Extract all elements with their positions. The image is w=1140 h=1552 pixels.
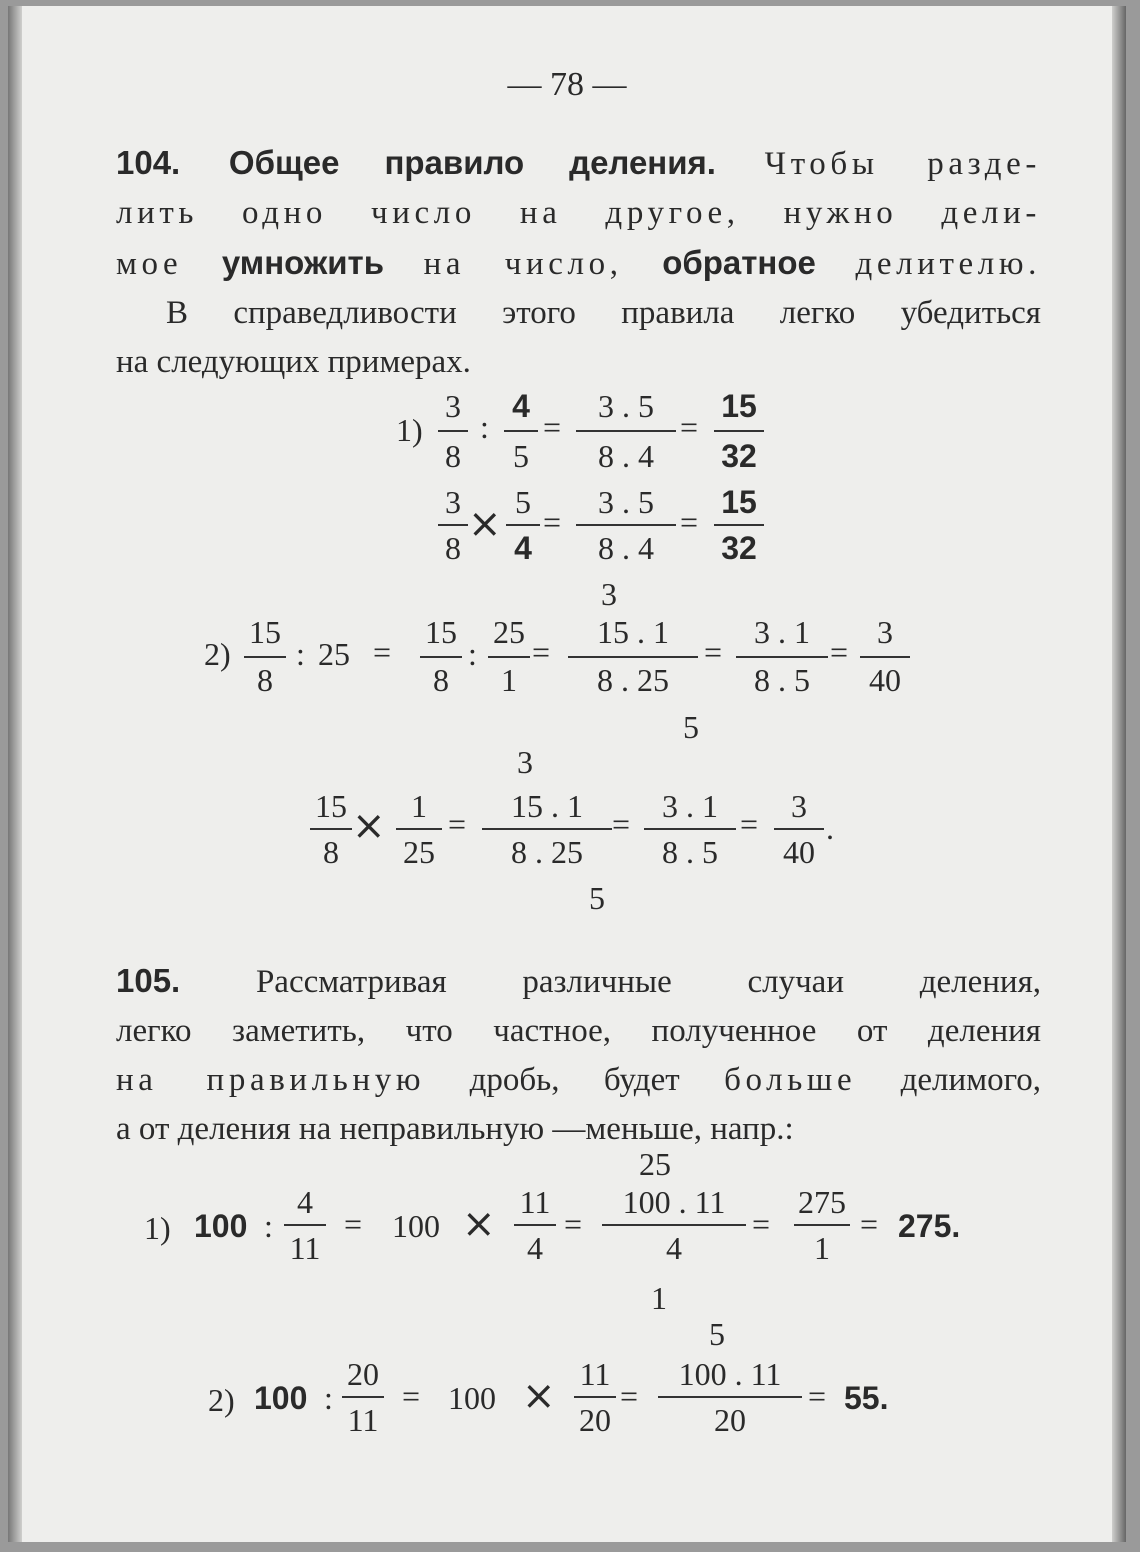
cancellation-quotient: 3 (517, 744, 533, 780)
fraction-denominator: 8 (257, 662, 273, 698)
section-105-line-1 (116, 956, 1041, 1007)
fraction-numerator: 275 (798, 1184, 846, 1220)
fraction-denominator: 8 (445, 438, 461, 474)
fraction-denominator: 8 (445, 530, 461, 566)
fraction-bar (714, 524, 764, 526)
spaced-text: больше (724, 1062, 857, 1098)
fraction-bar (420, 656, 462, 658)
text-fragment: на число, (423, 246, 623, 282)
multiplication-sign: × (462, 1201, 496, 1247)
dividend: 100 (448, 1380, 496, 1416)
fraction-denominator: 20 (714, 1402, 746, 1438)
cancellation-quotient: 5 (589, 880, 605, 916)
fraction-denominator: 40 (783, 834, 815, 870)
fraction-numerator: 15 . 1 (597, 614, 669, 650)
division-sign: : (264, 1208, 273, 1244)
equals-sign: = (620, 1378, 639, 1414)
fraction-bar (658, 1396, 802, 1398)
fraction-numerator: 25 (493, 614, 525, 650)
spaced-text: на правильную (116, 1062, 426, 1098)
fraction-bar (506, 524, 540, 526)
book-page (8, 6, 1126, 1542)
fraction-denominator: 8 . 25 (511, 834, 583, 870)
equals-sign: = (740, 806, 759, 842)
cancellation-quotient: 5 (709, 1316, 725, 1352)
emphasis-multiply: умножить (221, 244, 385, 281)
fraction-numerator: 1 (411, 788, 427, 824)
fraction-bar (860, 656, 910, 658)
equals-sign: = (448, 806, 467, 842)
section-105-line-3 (116, 1056, 1041, 1105)
section-104-line-2: лить одно число на другое, нужно дели- (116, 195, 1041, 231)
dividend: 100 (194, 1208, 248, 1244)
fraction-bar (310, 828, 352, 830)
text-fragment: мое (116, 246, 183, 282)
fraction-numerator: 3 . 5 (598, 484, 654, 520)
text-fragment: делимого, (900, 1062, 1042, 1098)
fraction-numerator: 3 (445, 388, 461, 424)
fraction-denominator: 8 (433, 662, 449, 698)
fraction-numerator: 15 (315, 788, 347, 824)
fraction-numerator: 15 (721, 388, 757, 424)
multiplication-sign: × (468, 501, 502, 547)
fraction-bar (736, 656, 828, 658)
fraction-denominator: 4 (514, 530, 532, 566)
fraction-denominator: 32 (721, 438, 757, 474)
fraction-bar (438, 430, 468, 432)
emphasis-reciprocal: обратное (662, 244, 816, 281)
fraction-bar (504, 430, 538, 432)
fraction-denominator: 8 (323, 834, 339, 870)
fraction-numerator: 3 . 5 (598, 388, 654, 424)
section-104-title: Общее правило деления. (228, 144, 716, 181)
equals-sign: = (373, 634, 392, 670)
fraction-bar (244, 656, 286, 658)
fraction-numerator: 11 (519, 1184, 551, 1220)
division-sign: : (324, 1380, 333, 1416)
equals-sign: = (612, 806, 631, 842)
fraction-denominator: 11 (289, 1230, 321, 1266)
equals-sign: = (564, 1206, 583, 1242)
multiplication-sign: × (522, 1373, 556, 1419)
fraction-numerator: 3 . 1 (662, 788, 718, 824)
section-105 (116, 956, 1041, 1154)
integer-divisor: 25 (318, 636, 350, 672)
fraction-denominator: 8 . 25 (597, 662, 669, 698)
section-104-para-2-line-2: на следующих примерах. (116, 344, 471, 380)
fraction-bar (568, 656, 698, 658)
section-104-line-1-tail: Чтобы разде- (764, 146, 1042, 182)
fraction-numerator: 3 (791, 788, 807, 824)
section-104-number: 104. (116, 144, 181, 181)
fraction-numerator: 15 . 1 (511, 788, 583, 824)
fraction-numerator: 4 (512, 388, 530, 424)
section-105-line-4: а от деления на неправильную —меньше, напр.: (116, 1111, 794, 1147)
fraction-numerator: 15 (249, 614, 281, 650)
fraction-numerator: 100 . 11 (622, 1184, 726, 1220)
division-sign: : (296, 636, 305, 672)
fraction-numerator: 5 (515, 484, 531, 520)
fraction-bar (438, 524, 468, 526)
result: 275. (898, 1208, 961, 1244)
equals-sign: = (752, 1206, 771, 1242)
cancellation-quotient: 5 (683, 709, 699, 745)
fraction-numerator: 11 (579, 1356, 611, 1392)
fraction-denominator: 40 (869, 662, 901, 698)
fraction-denominator: 8 . 5 (754, 662, 810, 698)
fraction-denominator: 1 (814, 1230, 830, 1266)
section-104-para-2-line-1: В справедливости этого правила легко убедиться (166, 295, 1041, 331)
cancellation-quotient: 1 (651, 1280, 667, 1316)
cancellation-quotient: 25 (639, 1146, 671, 1182)
equals-sign: = (808, 1378, 827, 1414)
fraction-denominator: 8 . 5 (662, 834, 718, 870)
fraction-bar (482, 828, 612, 830)
section-104-line-3 (116, 238, 1041, 289)
fraction-bar (576, 430, 676, 432)
fraction-bar (514, 1224, 556, 1226)
fraction-numerator: 3 (877, 614, 893, 650)
page-left-edge (8, 6, 22, 1542)
fraction-bar (574, 1396, 616, 1398)
example-label: 2) (204, 636, 231, 672)
fraction-bar (602, 1224, 746, 1226)
fraction-numerator: 3 (445, 484, 461, 520)
section-104-line-1 (116, 138, 1041, 189)
equals-sign: = (680, 504, 699, 540)
fraction-numerator: 3 . 1 (754, 614, 810, 650)
fraction-bar (644, 828, 736, 830)
fraction-numerator: 15 (721, 484, 757, 520)
equals-sign: = (704, 634, 723, 670)
equals-sign: = (680, 409, 699, 445)
equals-sign: = (860, 1206, 879, 1242)
fraction-denominator: 5 (513, 438, 529, 474)
division-sign: : (468, 636, 477, 672)
example-label: 2) (208, 1382, 235, 1418)
fraction-bar (794, 1224, 850, 1226)
fraction-denominator: 4 (527, 1230, 543, 1266)
section-104 (116, 138, 1041, 387)
section-105-number: 105. (116, 962, 181, 999)
fraction-bar (284, 1224, 326, 1226)
equals-sign: = (532, 634, 551, 670)
fraction-numerator: 15 (425, 614, 457, 650)
fraction-denominator: 8 . 4 (598, 438, 654, 474)
fraction-bar (714, 430, 764, 432)
fraction-bar (396, 828, 442, 830)
fraction-bar (488, 656, 530, 658)
text-fragment: делителю. (855, 246, 1042, 282)
text-fragment: Рассматривая различные случаи деления, (255, 964, 1042, 1000)
cancellation-quotient: 3 (601, 576, 617, 612)
page-number: — 78 — (507, 66, 627, 103)
period: . (826, 810, 834, 846)
fraction-denominator: 32 (721, 530, 757, 566)
page-right-edge (1112, 6, 1126, 1542)
dividend: 100 (392, 1208, 440, 1244)
multiplication-sign: × (352, 803, 386, 849)
fraction-bar (342, 1396, 384, 1398)
fraction-denominator: 8 . 4 (598, 530, 654, 566)
fraction-denominator: 11 (347, 1402, 379, 1438)
fraction-bar (576, 524, 676, 526)
division-sign: : (480, 409, 489, 445)
fraction-denominator: 25 (403, 834, 435, 870)
equals-sign: = (402, 1378, 421, 1414)
dividend: 100 (254, 1380, 308, 1416)
example-label: 1) (396, 412, 423, 448)
equals-sign: = (543, 409, 562, 445)
fraction-denominator: 20 (579, 1402, 611, 1438)
fraction-denominator: 1 (501, 662, 517, 698)
example-label: 1) (144, 1210, 171, 1246)
equals-sign: = (543, 504, 562, 540)
equals-sign: = (344, 1206, 363, 1242)
fraction-denominator: 4 (666, 1230, 682, 1266)
fraction-bar (774, 828, 824, 830)
fraction-numerator: 20 (347, 1356, 379, 1392)
equals-sign: = (830, 634, 849, 670)
section-105-line-2: легко заметить, что частное, полученное от деления (116, 1013, 1041, 1049)
result: 55. (844, 1380, 889, 1416)
fraction-numerator: 4 (297, 1184, 313, 1220)
text-fragment: дробь, будет (469, 1062, 680, 1098)
fraction-numerator: 100 . 11 (678, 1356, 782, 1392)
